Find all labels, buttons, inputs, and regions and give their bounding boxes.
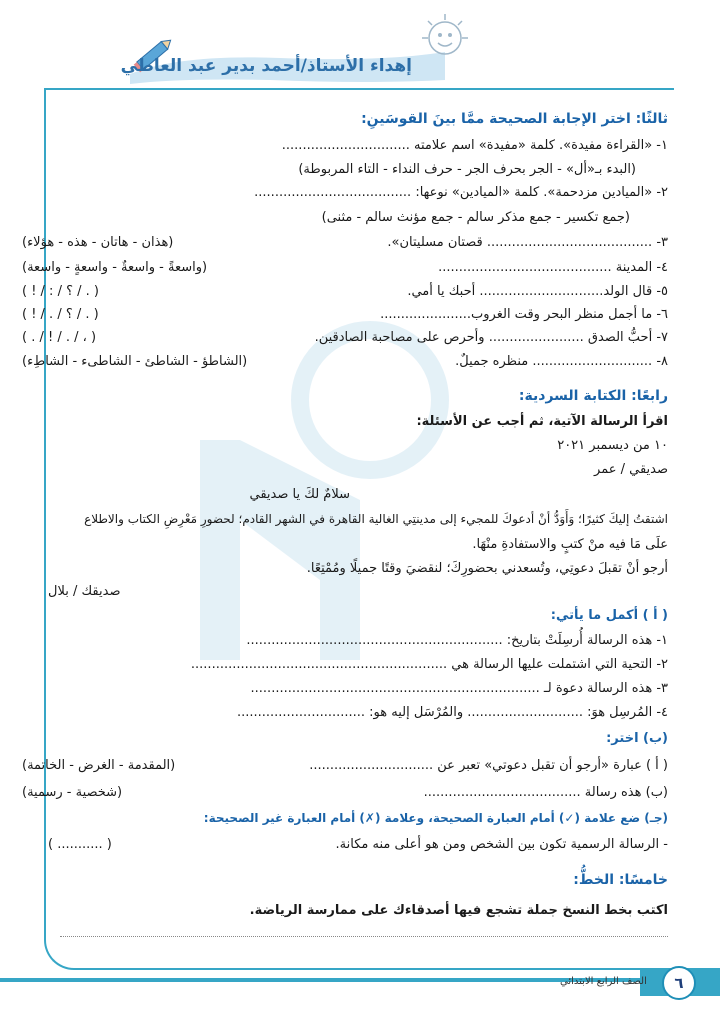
- section4-instruction: اقرأ الرسالة الآتية، ثم أجب عن الأسئلة:: [416, 414, 668, 429]
- part-a-item-4: ٤- المُرسِل هوَ: ............................ والمُرْسَل إليه هو: ...............................: [236, 705, 668, 720]
- q2-options: (جمع تكسير - جمع مذكر سالم - جمع مؤنث سالم - مثنى): [321, 210, 630, 225]
- q5-options: ( . / ؟ / : / ! ): [22, 284, 99, 299]
- part-c-answer: ( ........... ): [48, 837, 112, 852]
- q4-text: ٤- المدينة ..........................................: [438, 260, 668, 275]
- letter-recipient: صديقي / عمر: [594, 462, 668, 477]
- q3-text: ٣- ........................................ قصتان مسليتان».: [387, 235, 668, 250]
- banner-text: إهداء الأستاذ/أحمد بدير عبد العاطي: [120, 56, 412, 76]
- part-b-item-1-options: (المقدمة - الغرض - الخاتمة): [22, 758, 176, 773]
- letter-body-2: علَى مَا فيه منْ كتبٍ والاستفادةِ منْهَا.: [472, 537, 668, 552]
- q8-text: ٨- ............................. منظره جميلٌ.: [455, 354, 668, 369]
- footer-grade: الصف الرابع الابتدائي: [560, 976, 647, 987]
- q1-text: ١- «القراءة مفيدة». كلمة «مفيدة» اسم علامته ...............................: [281, 138, 668, 153]
- letter-body-3: أرجو أنْ تقبلَ دعوتِي، وتُسعدني بحضورِكَ؛ لنقضيَ وقتًا جميلًا ومُمْتِعًا.: [306, 561, 668, 576]
- section5-instruction: اكتب بخط النسخ جملة تشجع فيها أصدقاءك على ممارسة الرياضة.: [249, 903, 668, 918]
- part-a-item-3: ٣- هذه الرسالة دعوة لـ ......................................................................: [250, 681, 668, 696]
- section4-title: رابعًا: الكتابة السردية:: [518, 388, 668, 404]
- part-b-item-1: ( أ ) عبارة «أرجو أن تقبل دعوتي» تعبر عن ..............................: [309, 758, 668, 773]
- sun-doodle-icon: [410, 4, 480, 68]
- q2-text: ٢- «الميادين مزدحمة». كلمة «الميادين» نوعها: ......................................: [254, 185, 668, 200]
- page-number: ٦: [662, 966, 696, 1000]
- part-c-statement: - الرسالة الرسمية تكون بين الشخص ومن هو أعلى منه مكانة.: [335, 837, 668, 852]
- part-a-item-1: ١- هذه الرسالة أُرسِلَتْ بتاريخ: ..............................................................: [246, 633, 668, 648]
- part-b-item-2: (ب) هذه رسالة ......................................: [423, 785, 668, 800]
- q8-options: (الشاطؤ - الشاطئ - الشاطىء - الشاطِء): [22, 354, 248, 369]
- part-c-title: (جـ) ضع علامة (✓) أمام العبارة الصحيحة، وعلامة (✗) أمام العبارة غير الصحيحة:: [203, 811, 668, 825]
- letter-date: ١٠ من ديسمبر ٢٠٢١: [557, 438, 668, 453]
- q1-options: (البدء بـ«أل» - الجر بحرف الجر - حرف النداء - التاء المربوطة): [298, 162, 636, 177]
- q7-text: ٧- أحبُّ الصدق ....................... وأحرص على مصاحبة الصادقين.: [314, 330, 668, 345]
- part-b-title: (ب) اختر:: [606, 731, 668, 746]
- q6-options: ( . / ؟ / . / ! ): [22, 307, 99, 322]
- q4-options: (واسعةً - واسعةٌ - واسعةٍ - واسعة): [22, 260, 208, 275]
- q7-options: ( ، / . / ! / . ): [22, 330, 97, 345]
- section5-title: خامسًا: الخطُّ:: [573, 872, 668, 888]
- letter-greeting: سلامٌ لكَ يا صديقي: [249, 487, 350, 502]
- part-a-item-2: ٢- التحية التي اشتملت عليها الرسالة هي ..............................................................: [190, 657, 668, 672]
- section3-title: ثالثًا: اختر الإجابة الصحيحة ممَّا بينَ القوسَينِ:: [361, 111, 668, 127]
- part-a-title: ( أ ) أكمل ما يأتي:: [550, 608, 668, 623]
- letter-signature: صديقك / بلال: [48, 584, 121, 599]
- writing-line: [60, 936, 668, 937]
- part-b-item-2-options: (شخصية - رسمية): [22, 785, 123, 800]
- letter-body-1: اشتقتُ إليكَ كثيرًا؛ وَأَوَدُّ أنْ أدعوكَ للمجيء إلى مدينتِي الغالية القاهرة في الشهر القادم؛ لحضورِ مَعْرِضِ الكتاب والاطلاع: [84, 512, 668, 526]
- q5-text: ٥- قال الولد.............................. أحبك يا أمي.: [407, 284, 668, 299]
- q3-options: (هذان - هاتان - هذه - هؤلاء): [22, 235, 174, 250]
- q6-text: ٦- ما أجمل منظر البحر وقت الغروب......................: [380, 307, 668, 322]
